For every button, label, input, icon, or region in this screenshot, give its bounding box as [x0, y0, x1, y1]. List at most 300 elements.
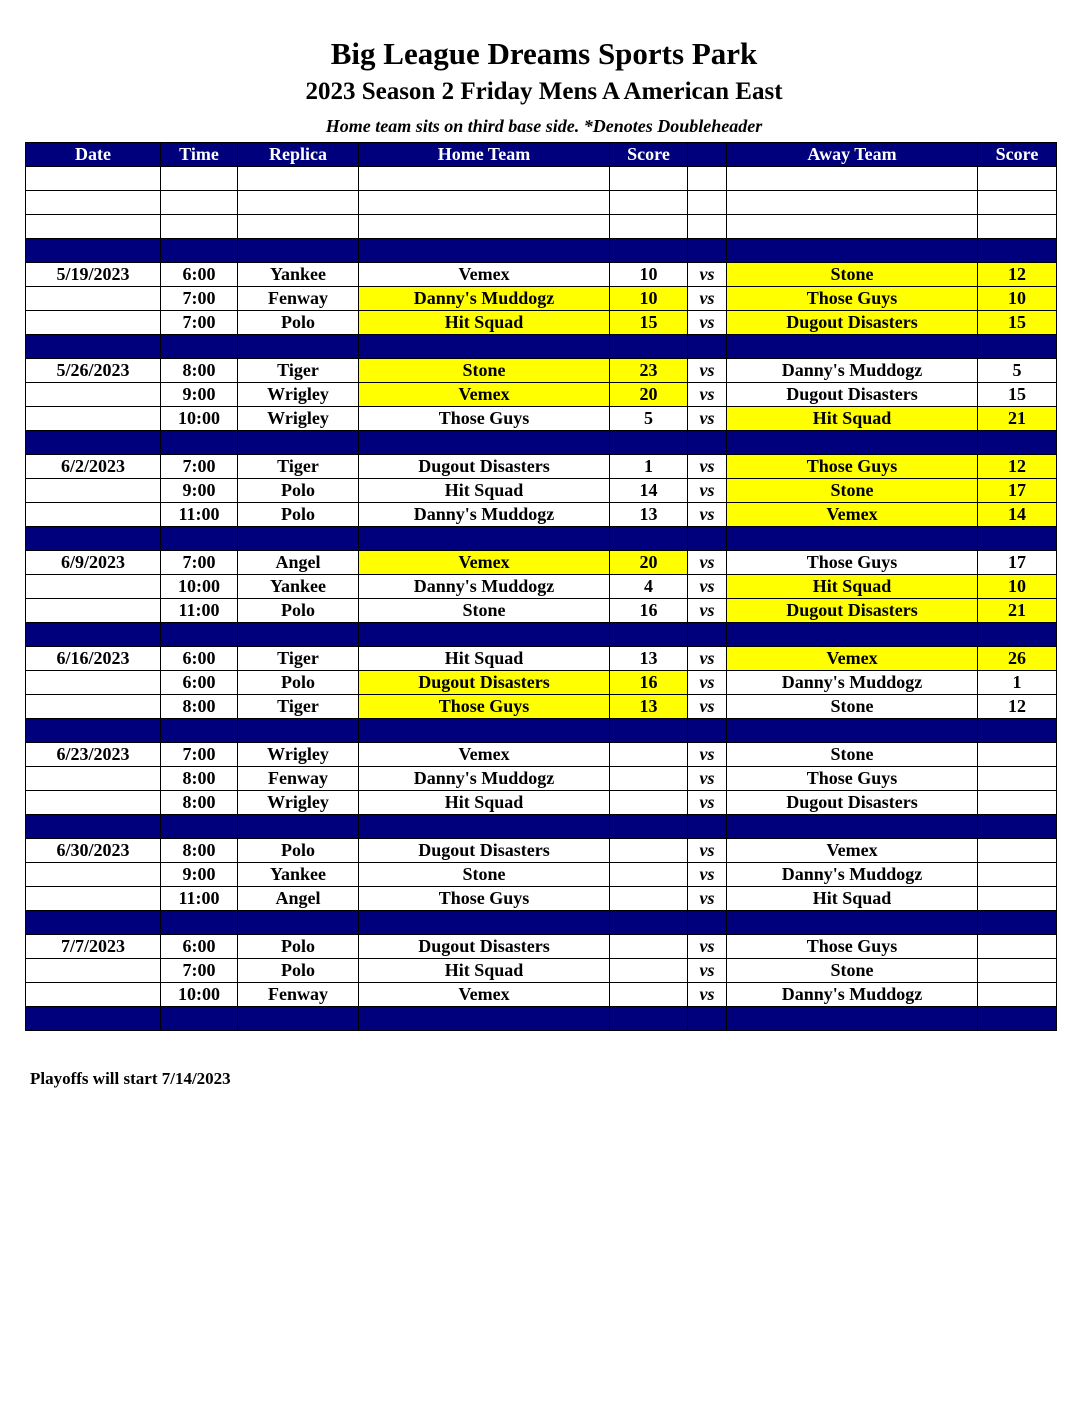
- cell-time: 11:00: [161, 887, 238, 911]
- cell-away-score: [978, 743, 1057, 767]
- col-header-away-score: Score: [978, 143, 1057, 167]
- cell-time: [161, 431, 238, 455]
- cell-date: [26, 671, 161, 695]
- cell-replica: Tiger: [238, 695, 359, 719]
- cell-away-score: 17: [978, 551, 1057, 575]
- cell-date: 6/9/2023: [26, 551, 161, 575]
- playoffs-note: Playoffs will start 7/14/2023: [30, 1069, 231, 1088]
- cell-vs: vs: [688, 383, 727, 407]
- cell-away-score: 5: [978, 359, 1057, 383]
- separator-row: [26, 815, 1057, 839]
- cell-away-team: Vemex: [727, 647, 978, 671]
- cell-vs: vs: [688, 839, 727, 863]
- cell-replica: Wrigley: [238, 407, 359, 431]
- cell-time: [161, 167, 238, 191]
- cell-date: [26, 815, 161, 839]
- cell-replica: Yankee: [238, 263, 359, 287]
- cell-time: 10:00: [161, 407, 238, 431]
- cell-replica: Polo: [238, 935, 359, 959]
- cell-vs: vs: [688, 767, 727, 791]
- cell-time: [161, 239, 238, 263]
- table-row: [26, 383, 1057, 407]
- cell-away-team: [727, 527, 978, 551]
- cell-home-score: [610, 935, 688, 959]
- cell-away-team: Stone: [727, 743, 978, 767]
- schedule-note: Home team sits on third base side. *Denotes Doubleheader: [325, 116, 763, 136]
- cell-home-team: Hit Squad: [359, 959, 610, 983]
- cell-replica: Polo: [238, 479, 359, 503]
- cell-away-team: Those Guys: [727, 767, 978, 791]
- cell-away-score: 14: [978, 503, 1057, 527]
- cell-home-team: [359, 815, 610, 839]
- cell-replica: [238, 191, 359, 215]
- cell-away-team: [727, 215, 978, 239]
- cell-home-score: [610, 863, 688, 887]
- cell-away-team: Dugout Disasters: [727, 791, 978, 815]
- schedule-body: [26, 167, 1057, 1031]
- table-row: [26, 983, 1057, 1007]
- cell-time: 9:00: [161, 383, 238, 407]
- cell-vs: vs: [688, 863, 727, 887]
- cell-home-team: [359, 167, 610, 191]
- cell-replica: [238, 911, 359, 935]
- cell-away-score: 21: [978, 599, 1057, 623]
- cell-replica: Polo: [238, 503, 359, 527]
- cell-vs: [688, 431, 727, 455]
- cell-away-team: [727, 431, 978, 455]
- cell-date: [26, 527, 161, 551]
- cell-replica: Angel: [238, 551, 359, 575]
- cell-away-team: Danny's Muddogz: [727, 863, 978, 887]
- cell-replica: Polo: [238, 839, 359, 863]
- table-row: [26, 599, 1057, 623]
- cell-time: 7:00: [161, 551, 238, 575]
- cell-home-team: [359, 215, 610, 239]
- cell-home-score: 4: [610, 575, 688, 599]
- cell-date: 6/2/2023: [26, 455, 161, 479]
- table-row: [26, 407, 1057, 431]
- cell-home-team: Dugout Disasters: [359, 935, 610, 959]
- cell-away-score: 1: [978, 671, 1057, 695]
- cell-home-team: Dugout Disasters: [359, 839, 610, 863]
- separator-row: [26, 527, 1057, 551]
- cell-vs: vs: [688, 287, 727, 311]
- cell-away-team: Dugout Disasters: [727, 599, 978, 623]
- cell-away-score: [978, 431, 1057, 455]
- cell-date: [26, 911, 161, 935]
- cell-replica: [238, 215, 359, 239]
- cell-vs: [688, 527, 727, 551]
- cell-date: [26, 479, 161, 503]
- cell-away-team: Danny's Muddogz: [727, 983, 978, 1007]
- cell-replica: Fenway: [238, 767, 359, 791]
- cell-time: 7:00: [161, 455, 238, 479]
- cell-time: 8:00: [161, 767, 238, 791]
- cell-away-team: Danny's Muddogz: [727, 359, 978, 383]
- cell-away-score: [978, 167, 1057, 191]
- table-row: [26, 575, 1057, 599]
- table-row: [26, 287, 1057, 311]
- separator-row: [26, 431, 1057, 455]
- cell-date: [26, 383, 161, 407]
- cell-home-team: [359, 191, 610, 215]
- cell-replica: Tiger: [238, 455, 359, 479]
- cell-away-score: [978, 911, 1057, 935]
- cell-home-score: [610, 215, 688, 239]
- cell-time: 9:00: [161, 863, 238, 887]
- cell-date: 6/23/2023: [26, 743, 161, 767]
- cell-time: [161, 527, 238, 551]
- cell-vs: vs: [688, 479, 727, 503]
- cell-home-score: 13: [610, 647, 688, 671]
- cell-away-team: [727, 719, 978, 743]
- cell-home-team: [359, 335, 610, 359]
- cell-home-team: Stone: [359, 599, 610, 623]
- cell-home-team: Those Guys: [359, 407, 610, 431]
- cell-away-score: [978, 239, 1057, 263]
- cell-away-team: Stone: [727, 263, 978, 287]
- cell-away-score: 26: [978, 647, 1057, 671]
- cell-time: [161, 191, 238, 215]
- cell-home-team: [359, 431, 610, 455]
- cell-time: [161, 215, 238, 239]
- cell-home-score: 15: [610, 311, 688, 335]
- cell-away-score: [978, 863, 1057, 887]
- cell-home-team: [359, 719, 610, 743]
- separator-row: [26, 719, 1057, 743]
- cell-date: [26, 407, 161, 431]
- cell-time: 7:00: [161, 287, 238, 311]
- col-header-vs: [688, 143, 727, 167]
- cell-time: [161, 1007, 238, 1031]
- cell-vs: [688, 1007, 727, 1031]
- table-row: [26, 767, 1057, 791]
- cell-time: [161, 623, 238, 647]
- cell-time: 7:00: [161, 743, 238, 767]
- cell-home-score: [610, 887, 688, 911]
- cell-home-team: Danny's Muddogz: [359, 767, 610, 791]
- table-row: [26, 503, 1057, 527]
- cell-home-score: [610, 623, 688, 647]
- cell-home-team: Vemex: [359, 983, 610, 1007]
- cell-away-score: 12: [978, 263, 1057, 287]
- col-header-home-score: Score: [610, 143, 688, 167]
- cell-vs: [688, 215, 727, 239]
- separator-row: [26, 1007, 1057, 1031]
- cell-time: 10:00: [161, 983, 238, 1007]
- table-row: [26, 671, 1057, 695]
- cell-home-score: 10: [610, 287, 688, 311]
- cell-replica: Wrigley: [238, 383, 359, 407]
- cell-away-score: 17: [978, 479, 1057, 503]
- cell-time: 8:00: [161, 359, 238, 383]
- table-row: [26, 959, 1057, 983]
- cell-time: 8:00: [161, 839, 238, 863]
- cell-home-score: 13: [610, 503, 688, 527]
- table-row: [26, 791, 1057, 815]
- cell-home-score: [610, 431, 688, 455]
- cell-vs: vs: [688, 959, 727, 983]
- cell-away-team: [727, 815, 978, 839]
- cell-home-team: Hit Squad: [359, 479, 610, 503]
- table-header-row: [26, 143, 1057, 167]
- cell-vs: vs: [688, 575, 727, 599]
- cell-date: [26, 863, 161, 887]
- cell-away-score: [978, 935, 1057, 959]
- cell-away-team: Hit Squad: [727, 887, 978, 911]
- cell-date: [26, 167, 161, 191]
- table-row: [26, 479, 1057, 503]
- cell-home-score: [610, 743, 688, 767]
- cell-away-score: 10: [978, 575, 1057, 599]
- cell-home-score: 5: [610, 407, 688, 431]
- cell-replica: Yankee: [238, 863, 359, 887]
- cell-home-score: [610, 239, 688, 263]
- cell-replica: Fenway: [238, 983, 359, 1007]
- cell-replica: Wrigley: [238, 743, 359, 767]
- table-row: [26, 887, 1057, 911]
- cell-date: [26, 311, 161, 335]
- cell-away-team: [727, 167, 978, 191]
- cell-away-team: Those Guys: [727, 551, 978, 575]
- cell-time: [161, 719, 238, 743]
- cell-home-team: Those Guys: [359, 695, 610, 719]
- cell-replica: [238, 431, 359, 455]
- table-row: [26, 551, 1057, 575]
- cell-replica: Tiger: [238, 359, 359, 383]
- cell-home-team: Danny's Muddogz: [359, 575, 610, 599]
- cell-home-score: 16: [610, 599, 688, 623]
- cell-date: 7/7/2023: [26, 935, 161, 959]
- cell-home-score: [610, 527, 688, 551]
- cell-away-score: 15: [978, 383, 1057, 407]
- cell-date: [26, 575, 161, 599]
- separator-row: [26, 911, 1057, 935]
- schedule-subtitle: 2023 Season 2 Friday Mens A American East: [305, 78, 783, 105]
- cell-home-team: Stone: [359, 863, 610, 887]
- cell-vs: vs: [688, 647, 727, 671]
- cell-away-score: 15: [978, 311, 1057, 335]
- col-header-replica: Replica: [238, 143, 359, 167]
- cell-date: [26, 959, 161, 983]
- cell-date: 5/19/2023: [26, 263, 161, 287]
- cell-away-team: Hit Squad: [727, 407, 978, 431]
- table-row: [26, 311, 1057, 335]
- cell-home-score: [610, 911, 688, 935]
- col-header-home-team: Home Team: [359, 143, 610, 167]
- cell-away-team: Those Guys: [727, 935, 978, 959]
- cell-away-team: Stone: [727, 959, 978, 983]
- cell-replica: Fenway: [238, 287, 359, 311]
- cell-date: [26, 767, 161, 791]
- schedule-table: [25, 142, 1057, 1031]
- cell-home-score: [610, 815, 688, 839]
- cell-home-team: [359, 239, 610, 263]
- cell-home-score: [610, 959, 688, 983]
- page-title: Big League Dreams Sports Park: [330, 36, 758, 71]
- cell-home-score: 1: [610, 455, 688, 479]
- cell-away-team: [727, 623, 978, 647]
- cell-replica: [238, 719, 359, 743]
- cell-vs: vs: [688, 695, 727, 719]
- cell-time: 8:00: [161, 791, 238, 815]
- cell-vs: vs: [688, 263, 727, 287]
- cell-time: 10:00: [161, 575, 238, 599]
- cell-vs: vs: [688, 983, 727, 1007]
- cell-away-score: [978, 191, 1057, 215]
- cell-date: 6/30/2023: [26, 839, 161, 863]
- cell-date: [26, 503, 161, 527]
- cell-time: 6:00: [161, 647, 238, 671]
- cell-vs: vs: [688, 551, 727, 575]
- cell-time: [161, 815, 238, 839]
- table-row: [26, 695, 1057, 719]
- cell-replica: Angel: [238, 887, 359, 911]
- cell-replica: [238, 167, 359, 191]
- cell-replica: [238, 239, 359, 263]
- cell-date: [26, 191, 161, 215]
- cell-vs: vs: [688, 407, 727, 431]
- cell-vs: [688, 623, 727, 647]
- cell-time: 6:00: [161, 935, 238, 959]
- cell-away-score: [978, 335, 1057, 359]
- cell-date: [26, 287, 161, 311]
- cell-home-score: [610, 335, 688, 359]
- col-header-time: Time: [161, 143, 238, 167]
- cell-home-team: [359, 527, 610, 551]
- cell-away-team: Hit Squad: [727, 575, 978, 599]
- cell-home-score: [610, 1007, 688, 1031]
- cell-date: 5/26/2023: [26, 359, 161, 383]
- cell-date: [26, 431, 161, 455]
- cell-away-score: 12: [978, 455, 1057, 479]
- cell-vs: vs: [688, 671, 727, 695]
- cell-replica: Polo: [238, 311, 359, 335]
- cell-home-score: [610, 167, 688, 191]
- blank-row: [26, 191, 1057, 215]
- cell-away-score: 21: [978, 407, 1057, 431]
- cell-home-team: Vemex: [359, 551, 610, 575]
- cell-vs: vs: [688, 935, 727, 959]
- cell-home-team: Hit Squad: [359, 791, 610, 815]
- cell-time: 11:00: [161, 599, 238, 623]
- cell-home-score: [610, 191, 688, 215]
- cell-home-team: Vemex: [359, 263, 610, 287]
- cell-vs: vs: [688, 887, 727, 911]
- cell-replica: [238, 623, 359, 647]
- cell-date: [26, 719, 161, 743]
- cell-replica: Tiger: [238, 647, 359, 671]
- cell-vs: vs: [688, 503, 727, 527]
- cell-vs: vs: [688, 311, 727, 335]
- cell-home-team: Hit Squad: [359, 647, 610, 671]
- cell-away-team: [727, 191, 978, 215]
- cell-away-score: [978, 215, 1057, 239]
- cell-away-score: 12: [978, 695, 1057, 719]
- cell-home-score: 13: [610, 695, 688, 719]
- cell-away-team: Dugout Disasters: [727, 383, 978, 407]
- cell-time: 9:00: [161, 479, 238, 503]
- cell-away-team: Vemex: [727, 503, 978, 527]
- cell-time: [161, 335, 238, 359]
- cell-away-team: [727, 911, 978, 935]
- cell-date: [26, 239, 161, 263]
- cell-home-score: [610, 719, 688, 743]
- cell-replica: [238, 1007, 359, 1031]
- cell-time: [161, 911, 238, 935]
- table-row: [26, 647, 1057, 671]
- cell-away-team: [727, 1007, 978, 1031]
- cell-home-score: [610, 791, 688, 815]
- cell-vs: [688, 191, 727, 215]
- cell-away-score: [978, 839, 1057, 863]
- cell-time: 11:00: [161, 503, 238, 527]
- col-header-away-team: Away Team: [727, 143, 978, 167]
- cell-vs: [688, 719, 727, 743]
- cell-home-score: [610, 839, 688, 863]
- cell-replica: Wrigley: [238, 791, 359, 815]
- cell-replica: [238, 815, 359, 839]
- cell-date: 6/16/2023: [26, 647, 161, 671]
- cell-home-team: Danny's Muddogz: [359, 287, 610, 311]
- cell-away-score: [978, 767, 1057, 791]
- cell-date: [26, 791, 161, 815]
- table-row: [26, 935, 1057, 959]
- cell-away-team: Stone: [727, 695, 978, 719]
- cell-home-team: Vemex: [359, 743, 610, 767]
- cell-away-team: Those Guys: [727, 455, 978, 479]
- cell-date: [26, 887, 161, 911]
- cell-time: 7:00: [161, 311, 238, 335]
- cell-home-score: 16: [610, 671, 688, 695]
- cell-vs: vs: [688, 791, 727, 815]
- cell-away-team: Vemex: [727, 839, 978, 863]
- cell-away-team: Stone: [727, 479, 978, 503]
- cell-home-team: Hit Squad: [359, 311, 610, 335]
- cell-replica: Yankee: [238, 575, 359, 599]
- cell-date: [26, 695, 161, 719]
- cell-home-team: Dugout Disasters: [359, 455, 610, 479]
- cell-date: [26, 335, 161, 359]
- cell-replica: Polo: [238, 671, 359, 695]
- cell-date: [26, 599, 161, 623]
- blank-row: [26, 167, 1057, 191]
- cell-away-team: Those Guys: [727, 287, 978, 311]
- cell-away-score: [978, 791, 1057, 815]
- cell-home-score: [610, 983, 688, 1007]
- cell-home-score: 23: [610, 359, 688, 383]
- blank-row: [26, 215, 1057, 239]
- cell-away-score: [978, 623, 1057, 647]
- cell-away-team: Dugout Disasters: [727, 311, 978, 335]
- cell-away-score: [978, 1007, 1057, 1031]
- cell-time: 7:00: [161, 959, 238, 983]
- cell-vs: [688, 911, 727, 935]
- cell-vs: vs: [688, 359, 727, 383]
- cell-date: [26, 1007, 161, 1031]
- cell-date: [26, 215, 161, 239]
- cell-vs: [688, 167, 727, 191]
- separator-row: [26, 239, 1057, 263]
- cell-home-team: Vemex: [359, 383, 610, 407]
- cell-away-score: [978, 527, 1057, 551]
- separator-row: [26, 623, 1057, 647]
- cell-away-team: [727, 335, 978, 359]
- table-row: [26, 743, 1057, 767]
- cell-home-score: 20: [610, 551, 688, 575]
- cell-home-team: Dugout Disasters: [359, 671, 610, 695]
- table-row: [26, 359, 1057, 383]
